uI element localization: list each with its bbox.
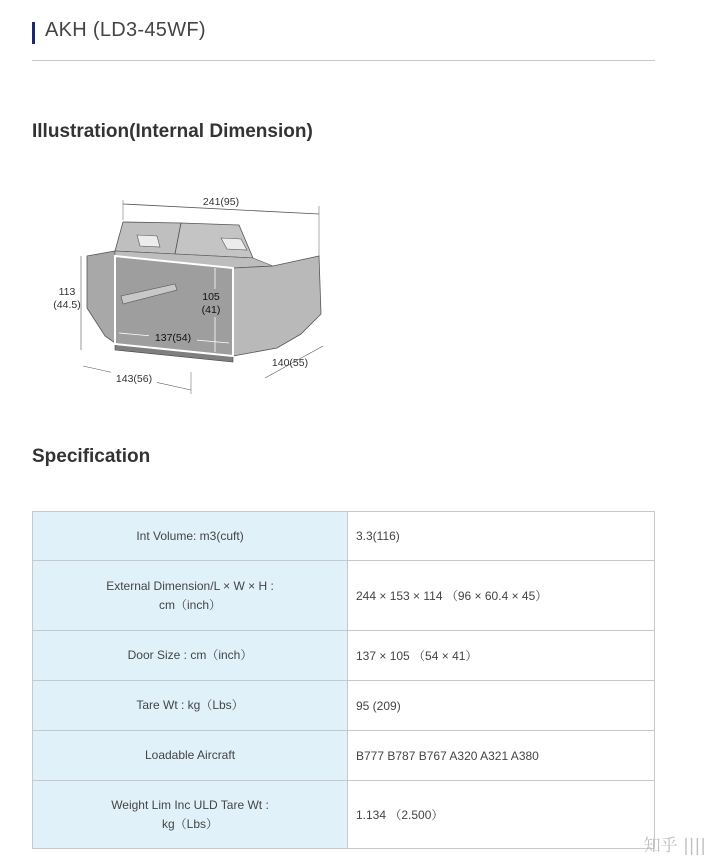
spec-label: Int Volume: m3(cuft) bbox=[33, 512, 348, 561]
page-header bbox=[32, 18, 655, 61]
spec-row-int-volume bbox=[33, 512, 655, 561]
door-height-label-2: (41) bbox=[201, 304, 221, 316]
spec-value: 3.3(116) bbox=[348, 512, 655, 561]
page-title: AKH (LD3-45WF) bbox=[45, 19, 206, 41]
spec-value: 137 × 105 （54 × 41） bbox=[348, 631, 655, 681]
spec-row-tare-weight bbox=[33, 681, 655, 731]
lid-window-left bbox=[137, 235, 160, 247]
spec-value: B777 B787 B767 A320 A321 A380 bbox=[348, 731, 655, 781]
illustration-heading: Illustration(Internal Dimension) bbox=[32, 121, 313, 142]
height-label-1: 113 bbox=[58, 286, 76, 298]
container-illustration bbox=[45, 186, 345, 406]
spec-label: Tare Wt : kg（Lbs） bbox=[33, 681, 348, 731]
spec-row-external-dimension bbox=[33, 561, 655, 631]
title-accent-bar bbox=[32, 22, 35, 44]
base-label: 143(56) bbox=[115, 373, 153, 385]
spec-row-weight-limit bbox=[33, 781, 655, 849]
height-label-2: (44.5) bbox=[53, 299, 81, 311]
spec-row-loadable-aircraft bbox=[33, 731, 655, 781]
width-label: 241(95) bbox=[202, 196, 240, 208]
spec-value: 244 × 153 × 114 （96 × 60.4 × 45） bbox=[348, 561, 655, 631]
depth-label: 140(55) bbox=[271, 357, 309, 369]
door-height-label-1: 105 bbox=[202, 291, 220, 303]
container-right-side bbox=[233, 256, 321, 356]
door-width-label: 137(54) bbox=[154, 332, 192, 344]
spec-label: Door Size : cm（inch） bbox=[33, 631, 348, 681]
specification-heading: Specification bbox=[32, 446, 151, 467]
spec-row-door-size bbox=[33, 631, 655, 681]
watermark: 知乎 |||| bbox=[643, 836, 706, 856]
spec-table bbox=[32, 511, 655, 849]
spec-value: 95 (209) bbox=[348, 681, 655, 731]
spec-label: External Dimension/L × W × H : cm（inch） bbox=[33, 561, 348, 631]
spec-value: 1.134 （2.500） bbox=[348, 781, 655, 849]
spec-label: Weight Lim Inc ULD Tare Wt : kg（Lbs） bbox=[33, 781, 348, 849]
spec-label: Loadable Aircraft bbox=[33, 731, 348, 781]
container-left-side bbox=[87, 251, 115, 343]
